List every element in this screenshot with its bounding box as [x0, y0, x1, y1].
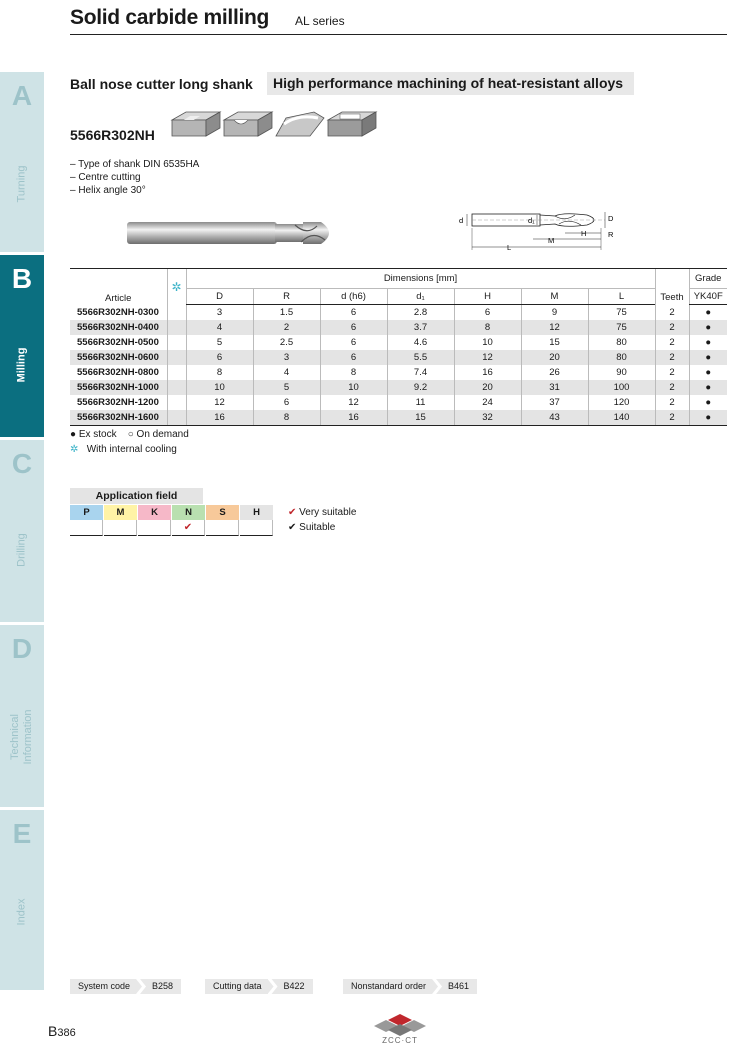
article-cell: 5566R302NH-0800 [77, 367, 159, 378]
legend-ex-stock: ● Ex stock [70, 429, 117, 440]
drawing-label-M: M [548, 236, 555, 245]
dimension-cell-L: 75 [588, 320, 655, 335]
dimension-cell-H: 20 [454, 380, 521, 395]
footer-link-key: Nonstandard order [351, 981, 427, 991]
tab-letter: B [11, 263, 33, 294]
cooling-cell [167, 395, 186, 410]
legend-cooling: With internal cooling [86, 444, 177, 455]
footer-link-cutting-data[interactable] [205, 979, 313, 994]
drawing-label-R: R [608, 230, 614, 239]
dimension-cell-d: 6 [320, 335, 387, 350]
drawing-label-d: d [459, 216, 464, 225]
column-header-grade: Grade [689, 269, 727, 289]
column-header-article: Article [70, 269, 167, 305]
page-digits: 386 [57, 1027, 76, 1039]
sidebar-tab-drilling[interactable] [0, 440, 44, 622]
teeth-cell: 2 [655, 305, 689, 321]
dimension-cell-D: 6 [186, 350, 253, 365]
dimension-cell-M: 37 [521, 395, 588, 410]
cooling-cell [167, 335, 186, 350]
page-title: Solid carbide milling [70, 6, 270, 29]
dimension-cell-d1: 3.7 [387, 320, 454, 335]
dimension-cell-M: 15 [521, 335, 588, 350]
chevron-right-icon [268, 979, 278, 994]
cooling-legend [70, 444, 177, 455]
tab-label: Technical Information [9, 709, 34, 765]
operation-icons [170, 108, 380, 142]
article-cell: 5566R302NH-1200 [77, 397, 159, 408]
tab-label: Drilling [15, 533, 28, 567]
material-group-suitability [138, 520, 171, 536]
stock-cell: ● [689, 350, 727, 365]
material-group-label: K [138, 505, 171, 520]
tool-drawing [455, 204, 635, 262]
column-header-d: d (h6) [320, 289, 387, 305]
material-group-label: P [70, 505, 103, 520]
drawing-label-d1: d₁ [528, 216, 535, 225]
dimension-cell-d1: 5.5 [387, 350, 454, 365]
material-group-label: H [240, 505, 273, 520]
dimension-cell-L: 80 [588, 335, 655, 350]
page-number [48, 1023, 76, 1039]
brand-name: ZCC·CT [382, 1036, 418, 1045]
dimension-cell-R: 1.5 [253, 305, 320, 321]
footer-link-key: System code [78, 981, 131, 991]
cooling-cell [167, 380, 186, 395]
dimension-cell-d1: 11 [387, 395, 454, 410]
chevron-right-icon [432, 979, 442, 994]
feature-item: – Helix angle 30° [70, 185, 146, 196]
dimension-cell-M: 26 [521, 365, 588, 380]
material-group-suitability [104, 520, 137, 536]
stock-cell: ● [689, 365, 727, 380]
drawing-label-L: L [507, 243, 512, 252]
teeth-cell: 2 [655, 395, 689, 410]
dimension-cell-R: 8 [253, 410, 320, 426]
cooling-icon: ✲ [167, 269, 186, 305]
dimension-cell-H: 32 [454, 410, 521, 426]
material-group-suitability [70, 520, 103, 536]
table-row [70, 380, 727, 395]
column-header-L: L [588, 289, 655, 305]
footer-link-page: B422 [283, 981, 305, 991]
dimension-cell-d: 16 [320, 410, 387, 426]
dimension-cell-D: 16 [186, 410, 253, 426]
material-group-m [104, 505, 138, 536]
cooling-cell [167, 305, 186, 321]
material-group-label: N [172, 505, 205, 520]
dimension-cell-d: 8 [320, 365, 387, 380]
stock-cell: ● [689, 410, 727, 426]
very-suitable-check-icon: ✔ [288, 507, 297, 518]
header-rule [70, 34, 727, 35]
dimension-cell-R: 2 [253, 320, 320, 335]
suitable-legend [288, 522, 335, 533]
cooling-cell [167, 320, 186, 335]
stock-cell: ● [689, 335, 727, 350]
feature-item: – Type of shank DIN 6535HA [70, 159, 200, 170]
dimension-cell-H: 12 [454, 350, 521, 365]
table-row [70, 395, 727, 410]
spec-table [70, 268, 727, 426]
column-header-M: M [521, 289, 588, 305]
dimension-cell-L: 80 [588, 350, 655, 365]
tab-letter: D [11, 633, 33, 664]
product-banner: High performance machining of heat-resistant alloys [267, 72, 634, 95]
table-row [70, 410, 727, 426]
dimension-cell-D: 5 [186, 335, 253, 350]
dimension-cell-D: 10 [186, 380, 253, 395]
page-letter: B [48, 1023, 58, 1039]
column-header-dimensions: Dimensions [mm] [186, 269, 655, 289]
teeth-cell: 2 [655, 320, 689, 335]
sidebar-tab-technical[interactable] [0, 625, 44, 807]
dimension-cell-M: 9 [521, 305, 588, 321]
footer-link-page: B258 [152, 981, 174, 991]
dimension-cell-d1: 9.2 [387, 380, 454, 395]
teeth-cell: 2 [655, 410, 689, 426]
grade-code: YK40F [689, 289, 727, 305]
dimension-cell-H: 24 [454, 395, 521, 410]
tab-letter: E [12, 818, 32, 849]
article-cell: 5566R302NH-0400 [70, 320, 167, 335]
sidebar-tab-index[interactable] [0, 810, 44, 990]
table-row [70, 335, 727, 350]
cooling-cell [167, 365, 186, 380]
teeth-cell: 2 [655, 350, 689, 365]
series-label: AL series [295, 14, 345, 28]
material-group-s [206, 505, 240, 536]
table-row [70, 305, 727, 321]
material-group-suitability [240, 520, 273, 536]
material-group-label: S [206, 505, 239, 520]
suitable-label: Suitable [299, 522, 336, 533]
application-field-grid [70, 505, 274, 536]
cooling-icon: ✲ [70, 444, 79, 455]
feature-list [70, 158, 199, 197]
dimension-cell-M: 20 [521, 350, 588, 365]
dimension-cell-D: 8 [186, 365, 253, 380]
sidebar-tab-turning[interactable] [0, 72, 44, 252]
stock-cell: ● [689, 380, 727, 395]
dimension-cell-R: 2.5 [253, 335, 320, 350]
application-field-title: Application field [70, 488, 203, 504]
material-group-suitability [206, 520, 239, 536]
dimension-cell-d1: 15 [387, 410, 454, 426]
cooling-cell [167, 350, 186, 365]
drawing-label-D: D [608, 214, 614, 223]
dimension-cell-H: 16 [454, 365, 521, 380]
teeth-cell: 2 [655, 380, 689, 395]
dimension-cell-H: 6 [454, 305, 521, 321]
material-group-suitability: ✔ [172, 520, 205, 536]
footer-link-nonstandard-order[interactable] [343, 979, 477, 994]
dimension-cell-D: 4 [186, 320, 253, 335]
article-cell: 5566R302NH-0300 [77, 306, 159, 318]
dimension-cell-D: 12 [186, 395, 253, 410]
tab-label: Milling [15, 347, 28, 383]
article-cell: 5566R302NH-1000 [70, 380, 167, 395]
dimension-cell-M: 12 [521, 320, 588, 335]
footer-link-key: Cutting data [213, 981, 262, 991]
stock-cell: ● [689, 305, 727, 321]
tab-label: Turning [15, 165, 28, 203]
stock-cell: ● [689, 395, 727, 410]
column-header-teeth: Teeth [655, 269, 689, 305]
dimension-cell-H: 8 [454, 320, 521, 335]
article-code: 5566R302NH [70, 127, 155, 143]
material-group-n [172, 505, 206, 536]
chevron-right-icon [136, 979, 146, 994]
tool-image [125, 216, 340, 250]
stock-cell: ● [689, 320, 727, 335]
dimension-cell-R: 5 [253, 380, 320, 395]
feature-item: – Centre cutting [70, 172, 141, 183]
product-title: Ball nose cutter long shank [70, 76, 253, 92]
dimension-cell-M: 31 [521, 380, 588, 395]
dimension-cell-d: 10 [320, 380, 387, 395]
column-header-H: H [454, 289, 521, 305]
material-group-h [240, 505, 274, 536]
teeth-cell: 2 [655, 365, 689, 380]
groove-icon [224, 112, 272, 136]
footer-link-system-code[interactable] [70, 979, 181, 994]
tab-label: Index [15, 898, 28, 926]
dimension-cell-d1: 7.4 [387, 365, 454, 380]
slot-icon [172, 112, 220, 136]
dimension-cell-L: 75 [588, 305, 655, 321]
material-group-p [70, 505, 104, 536]
dimension-cell-d1: 2.8 [387, 305, 454, 321]
pocket-icon [328, 112, 376, 136]
dimension-cell-R: 6 [253, 395, 320, 410]
article-cell: 5566R302NH-1600 [70, 410, 167, 426]
material-group-k [138, 505, 172, 536]
column-header-d1: d₁ [387, 289, 454, 305]
table-row [70, 320, 727, 335]
teeth-cell: 2 [655, 335, 689, 350]
sidebar-tab-milling[interactable] [0, 255, 44, 437]
dimension-cell-H: 10 [454, 335, 521, 350]
article-cell: 5566R302NH-0500 [77, 337, 159, 348]
dimension-cell-L: 120 [588, 395, 655, 410]
table-row [70, 350, 727, 365]
legend-on-demand: ○ On demand [127, 429, 189, 440]
table-row [70, 365, 727, 380]
brand-logo [370, 1012, 430, 1036]
footer-link-page: B461 [448, 981, 470, 991]
article-cell: 5566R302NH-0600 [70, 350, 167, 365]
column-header-D: D [186, 289, 253, 305]
dimension-cell-R: 3 [253, 350, 320, 365]
tab-letter: A [11, 80, 33, 111]
dimension-cell-M: 43 [521, 410, 588, 426]
dimension-cell-L: 90 [588, 365, 655, 380]
dimension-cell-R: 4 [253, 365, 320, 380]
cooling-cell [167, 410, 186, 426]
dimension-cell-L: 140 [588, 410, 655, 426]
drawing-label-H: H [581, 229, 587, 238]
tab-letter: C [11, 448, 33, 479]
very-suitable-label: Very suitable [299, 507, 357, 518]
suitable-check-icon: ✔ [288, 522, 297, 533]
stock-legend [70, 429, 189, 440]
column-header-R: R [253, 289, 320, 305]
dimension-cell-d1: 4.6 [387, 335, 454, 350]
material-group-label: M [104, 505, 137, 520]
profile-icon [276, 112, 324, 136]
dimension-cell-d: 6 [320, 350, 387, 365]
dimension-cell-d: 6 [320, 305, 387, 321]
dimension-cell-d: 6 [320, 320, 387, 335]
very-suitable-legend [288, 507, 356, 518]
dimension-cell-D: 3 [186, 305, 253, 321]
dimension-cell-d: 12 [320, 395, 387, 410]
dimension-cell-L: 100 [588, 380, 655, 395]
